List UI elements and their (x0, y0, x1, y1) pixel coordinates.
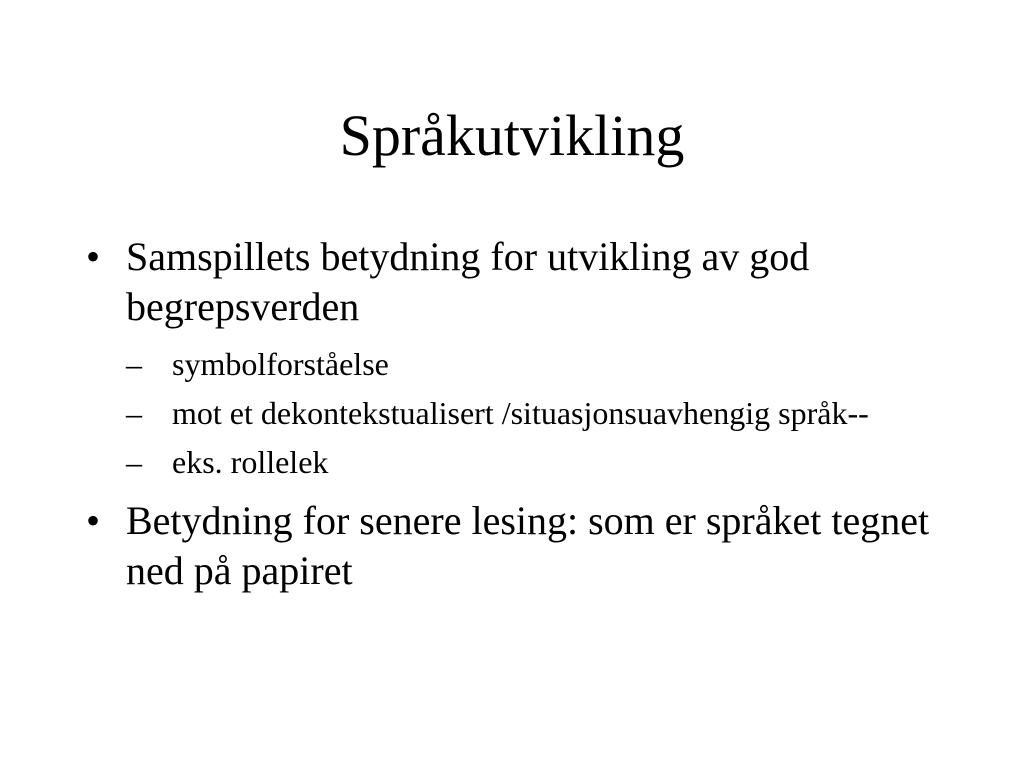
dash-marker: – (126, 395, 142, 431)
sub-bullet-text: symbolforståelse (172, 346, 389, 382)
bullet-list (86, 232, 936, 596)
bullet-marker: • (86, 498, 101, 543)
bullet-text: Samspillets betydning for utvikling av god begrepsverden (126, 234, 810, 329)
dash-marker: – (126, 346, 142, 382)
sub-bullet-item (126, 393, 936, 433)
sub-bullet-item (126, 344, 936, 384)
bullet-item (86, 232, 936, 332)
bullet-text: Betydning for senere lesing: som er språket tegnet ned på papiret (126, 498, 930, 593)
sub-bullet-text: mot et dekontekstualisert /situasjonsuavhengig språk-- (172, 395, 869, 431)
sub-bullet-item (126, 442, 936, 482)
bullet-item (86, 496, 936, 596)
sub-bullet-text: eks. rollelek (172, 444, 329, 480)
bullet-marker: • (86, 234, 101, 279)
dash-marker: – (126, 444, 142, 480)
slide-title: Språkutvikling (339, 103, 685, 168)
